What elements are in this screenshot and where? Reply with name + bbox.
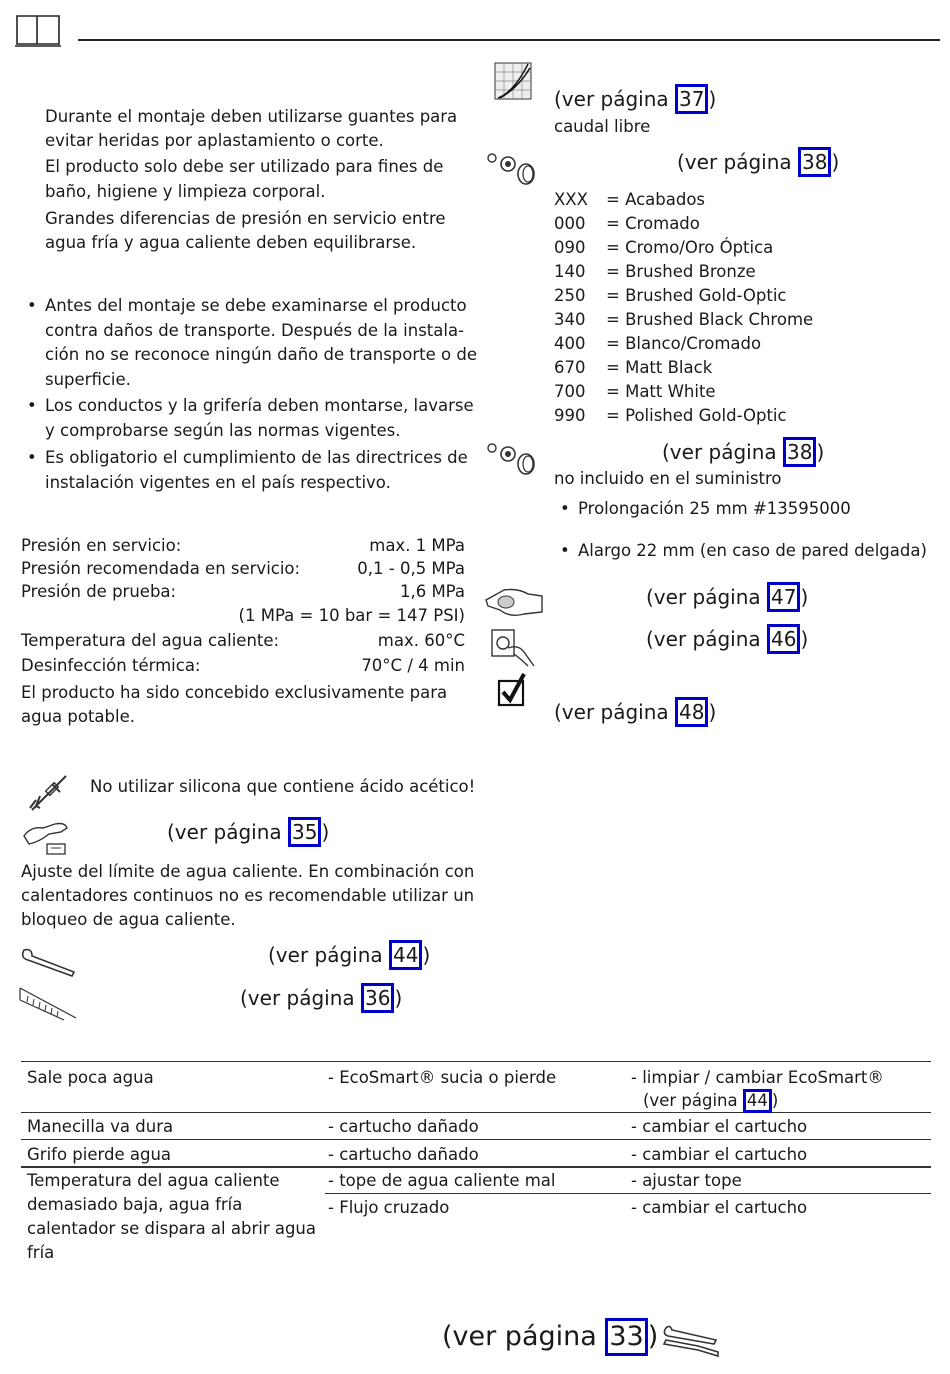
finish-row: 700 = Matt White	[554, 382, 716, 401]
intro-line: baño, higiene y limpieza corporal.	[45, 182, 326, 201]
finish-row: 670 = Matt Black	[554, 358, 713, 377]
remedy-cell: - cambiar el cartucho	[631, 1145, 808, 1164]
spec-label: Presión de prueba:	[21, 582, 177, 601]
bullet-line: y comprobarse según las normas vigentes.	[45, 420, 401, 440]
finish-row: 140 = Brushed Bronze	[554, 262, 756, 281]
table-rule	[21, 1139, 931, 1140]
potable-line: agua potable.	[21, 707, 136, 726]
bullet-line: Los conductos y la grifería deben montarse, lavarse	[45, 396, 474, 415]
ref-36[interactable]: (ver página 36 )	[240, 983, 402, 1013]
hot-limit-line: bloqueo de agua caliente.	[21, 910, 236, 929]
remedy-cell: - cambiar el cartucho	[631, 1198, 808, 1217]
page-link-46[interactable]: 46	[767, 624, 800, 654]
spec-value: max. 60°C	[377, 631, 465, 650]
problem-cell: Sale poca agua	[27, 1068, 154, 1087]
spec-value: 1,6 MPa	[399, 582, 465, 601]
ref-44[interactable]: (ver página 44 )	[268, 940, 430, 970]
bullet-line: superficie.	[45, 369, 131, 389]
bullet-dot: •	[27, 396, 37, 415]
cause-cell: - cartucho dañado	[328, 1117, 479, 1136]
footer-ref-33[interactable]: (ver página 33 )	[442, 1318, 658, 1356]
spec-row	[21, 629, 465, 652]
bullet-item	[27, 294, 477, 392]
page-link-36[interactable]: 36	[361, 983, 394, 1013]
finish-row: 400 = Blanco/Cromado	[554, 334, 762, 353]
spec-label: Presión en servicio:	[21, 536, 182, 555]
page-link-44[interactable]: 44	[389, 940, 422, 970]
hot-limit-line: Ajuste del límite de agua caliente. En combinación con	[21, 862, 475, 881]
page-link-48[interactable]: 48	[675, 697, 708, 727]
spec-row	[21, 534, 465, 557]
finish-row: 990 = Polished Gold-Optic	[554, 406, 787, 425]
bullet-line: Antes del montaje se debe examinarse el producto	[45, 296, 467, 315]
ref-48[interactable]: (ver página 48 )	[554, 697, 716, 727]
remedy-ref[interactable]: (ver página 44 )	[643, 1089, 778, 1113]
silicone-note: No utilizar silicona que contiene ácido acético!	[90, 777, 476, 796]
intro-line: Grandes diferencias de presión en servicio entre	[45, 209, 446, 228]
cause-cell: - tope de agua caliente mal	[328, 1171, 556, 1190]
potable-line: El producto ha sido concebido exclusivamente para	[21, 683, 448, 702]
open-book-icon	[14, 10, 64, 48]
problem-cell: fría	[27, 1243, 55, 1262]
tools-icon	[662, 1322, 720, 1358]
problem-cell: Grifo pierde agua	[27, 1145, 172, 1164]
free-flow-label: caudal libre	[554, 117, 651, 136]
bullet-dot: •	[27, 296, 37, 315]
bullet-line: Es obligatorio el cumplimiento de las directrices de	[45, 448, 468, 467]
spec-value: 70°C / 4 min	[361, 656, 465, 675]
extension-item: • Prolongación 25 mm #13595000	[560, 499, 851, 518]
ref-38b[interactable]: (ver página 38 )	[662, 437, 824, 467]
spec-row	[21, 557, 465, 580]
header-rule	[78, 39, 940, 41]
spare-parts-icon	[486, 150, 542, 190]
finish-row: XXX = Acabados	[554, 190, 706, 209]
spec-label: Desinfección térmica:	[21, 656, 201, 675]
bullet-line: instalación vigentes en el país respectivo.	[45, 472, 391, 492]
intro-line: El producto solo debe ser utilizado para fines de	[45, 157, 444, 176]
ref-37[interactable]: (ver página 37 )	[554, 84, 716, 114]
table-rule	[21, 1112, 931, 1113]
spec-value: 0,1 - 0,5 MPa	[357, 559, 465, 578]
hot-limit-line: calentadores continuos no es recomendable utilizar un	[21, 886, 475, 905]
bullet-item	[27, 446, 468, 495]
bullet-line: contra daños de transporte. Después de la instala-	[45, 320, 465, 340]
intro-line: Durante el montaje deben utilizarse guantes para	[45, 107, 458, 126]
ref-38a[interactable]: (ver página 38 )	[677, 147, 839, 177]
extension-item: • Alargo 22 mm (en caso de pared delgada)	[560, 541, 927, 560]
checkbox-checked-icon	[496, 672, 530, 708]
ruler-icon	[18, 986, 78, 1022]
spec-value: max. 1 MPa	[369, 536, 465, 555]
wrench-icon	[18, 944, 78, 980]
intro-line: evitar heridas por aplastamiento o corte.	[45, 131, 384, 150]
problem-cell: calentador se dispara al abrir agua	[27, 1219, 316, 1238]
remedy-cell: - cambiar el cartucho	[631, 1117, 808, 1136]
cause-cell: - cartucho dañado	[328, 1145, 479, 1164]
cause-cell: - Flujo cruzado	[328, 1198, 450, 1217]
spec-label: Presión recomendada en servicio:	[21, 559, 301, 578]
spec-value: (1 MPa = 10 bar = 147 PSI)	[238, 606, 465, 625]
cause-cell: - EcoSmart® sucia o pierde	[328, 1068, 557, 1087]
hand-wipe-icon	[484, 584, 544, 620]
not-included-label: no incluido en el suministro	[554, 469, 782, 488]
bullet-line: ción no se reconoce ningún daño de transporte o de	[45, 345, 477, 364]
spec-row	[21, 580, 465, 603]
finish-row: 340 = Brushed Black Chrome	[554, 310, 814, 329]
ref-46[interactable]: (ver página 46 )	[646, 624, 808, 654]
hand-knob-icon	[488, 624, 538, 668]
silicone-gun-icon	[26, 774, 70, 814]
spec-row	[21, 604, 465, 627]
bullet-dot: •	[27, 448, 37, 467]
finish-row: 000 = Cromado	[554, 214, 700, 233]
flow-chart-icon	[494, 62, 532, 100]
hand-adjust-icon	[21, 818, 71, 858]
spec-row	[21, 654, 465, 677]
remedy-cell: - ajustar tope	[631, 1171, 742, 1190]
table-rule	[21, 1061, 931, 1062]
page-link-38[interactable]: 38	[798, 147, 831, 177]
page-link-38[interactable]: 38	[783, 437, 816, 467]
ref-47[interactable]: (ver página 47 )	[646, 582, 808, 612]
spare-parts-icon	[486, 440, 542, 480]
problem-cell: Temperatura del agua caliente	[27, 1171, 280, 1190]
ref-35[interactable]: (ver página 35 )	[167, 817, 329, 847]
page-link-35[interactable]: 35	[288, 817, 321, 847]
remedy-cell: - limpiar / cambiar EcoSmart®	[631, 1068, 884, 1087]
page-link-33[interactable]: 33	[605, 1318, 647, 1356]
table-rule	[325, 1193, 931, 1194]
finish-row: 250 = Brushed Gold-Optic	[554, 286, 787, 305]
problem-cell: Manecilla va dura	[27, 1117, 174, 1136]
page-link-47[interactable]: 47	[767, 582, 800, 612]
page-link-44[interactable]: 44	[743, 1089, 772, 1113]
page-link-37[interactable]: 37	[675, 84, 708, 114]
problem-cell: demasiado baja, agua fría	[27, 1195, 243, 1214]
bullet-item	[27, 394, 474, 443]
spec-label: Temperatura del agua caliente:	[21, 631, 280, 650]
intro-line: agua fría y agua caliente deben equilibrarse.	[45, 233, 417, 252]
finish-row: 090 = Cromo/Oro Óptica	[554, 238, 774, 257]
